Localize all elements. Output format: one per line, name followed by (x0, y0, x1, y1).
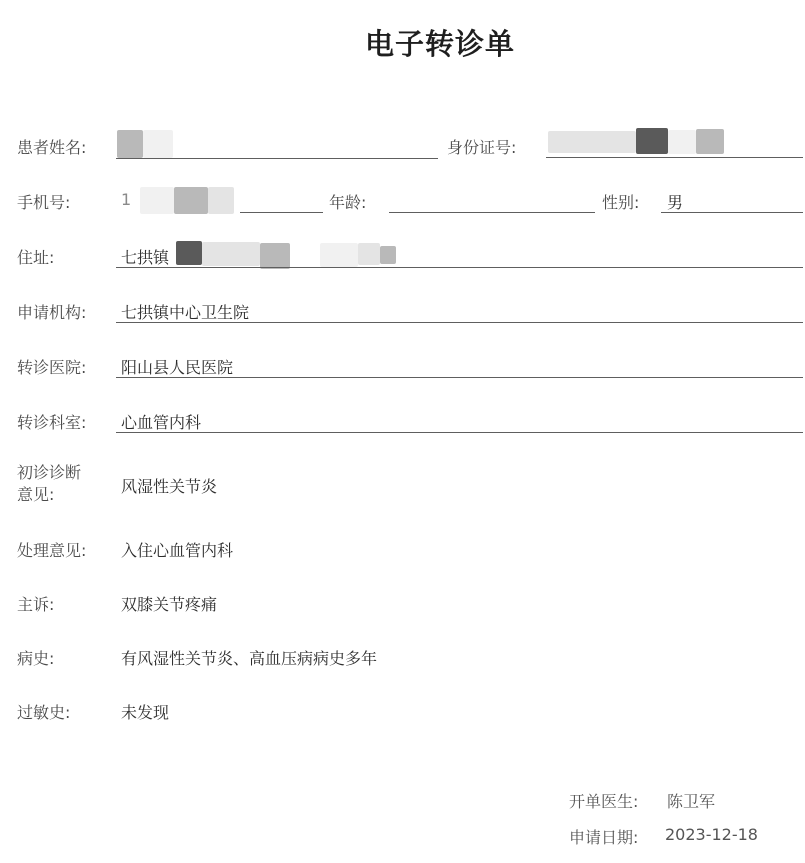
redacted-id-number-1 (548, 131, 636, 153)
medical-history-value: 有风湿性关节炎、高血压病病史多年 (121, 649, 378, 668)
initial-diagnosis-label-line2: 意见: (17, 485, 55, 504)
initial-diagnosis-label-line1: 初诊诊断 (17, 463, 82, 482)
form-title: 电子转诊单 (364, 27, 515, 61)
redacted-patient-name-fade (143, 130, 173, 158)
gender-value: 男 (667, 193, 684, 212)
allergy-history-label: 过敏史: (17, 703, 71, 722)
applying-org-value: 七拱镇中心卫生院 (121, 303, 250, 322)
allergy-history-value: 未发现 (121, 703, 170, 722)
gender-underline (661, 212, 803, 213)
redacted-address-1 (176, 241, 202, 265)
treatment-opinion-value: 入住心血管内科 (121, 541, 234, 560)
redacted-phone-1 (140, 187, 174, 214)
doctor-label: 开单医生: (569, 792, 639, 811)
applying-org-label: 申请机构: (17, 303, 87, 322)
gender-label: 性别: (602, 193, 640, 212)
treatment-opinion-label: 处理意见: (17, 541, 87, 560)
initial-diagnosis-label (17, 462, 81, 506)
referral-department-label: 转诊科室: (17, 413, 87, 432)
redacted-id-number-4 (696, 129, 724, 154)
id-number-label: 身份证号: (447, 138, 517, 157)
redacted-address-3 (260, 243, 290, 269)
referral-department-underline (116, 432, 803, 433)
chief-complaint-label: 主诉: (17, 595, 55, 614)
age-underline (389, 212, 595, 213)
address-label: 住址: (17, 248, 55, 267)
id-number-underline (546, 157, 803, 158)
age-label: 年龄: (329, 193, 367, 212)
patient-name-underline (116, 158, 438, 159)
referral-hospital-underline (116, 377, 803, 378)
address-underline (116, 267, 803, 268)
initial-diagnosis-value: 风湿性关节炎 (121, 477, 218, 496)
patient-name-label: 患者姓名: (17, 138, 87, 157)
redacted-address-5 (358, 243, 380, 265)
redacted-patient-name (117, 130, 143, 158)
medical-history-label: 病史: (17, 649, 55, 668)
phone-underline (240, 212, 323, 213)
applying-org-underline (116, 322, 803, 323)
phone-value: 1 (121, 190, 132, 209)
referral-department-value: 心血管内科 (121, 413, 202, 432)
date-value: 2023-12-18 (665, 825, 758, 844)
referral-hospital-label: 转诊医院: (17, 358, 87, 377)
redacted-id-number-3 (668, 130, 696, 154)
doctor-value: 陈卫军 (667, 792, 716, 811)
address-value: 七拱镇 (121, 248, 170, 267)
redacted-address-6 (380, 246, 396, 264)
phone-label: 手机号: (17, 193, 71, 212)
redacted-id-number-2 (636, 128, 668, 154)
redacted-phone-3 (208, 187, 234, 214)
redacted-phone-2 (174, 187, 208, 214)
redacted-address-4 (320, 243, 358, 267)
chief-complaint-value: 双膝关节疼痛 (121, 595, 218, 614)
date-label: 申请日期: (569, 828, 639, 847)
redacted-address-2 (202, 242, 260, 266)
referral-hospital-value: 阳山县人民医院 (121, 358, 234, 377)
